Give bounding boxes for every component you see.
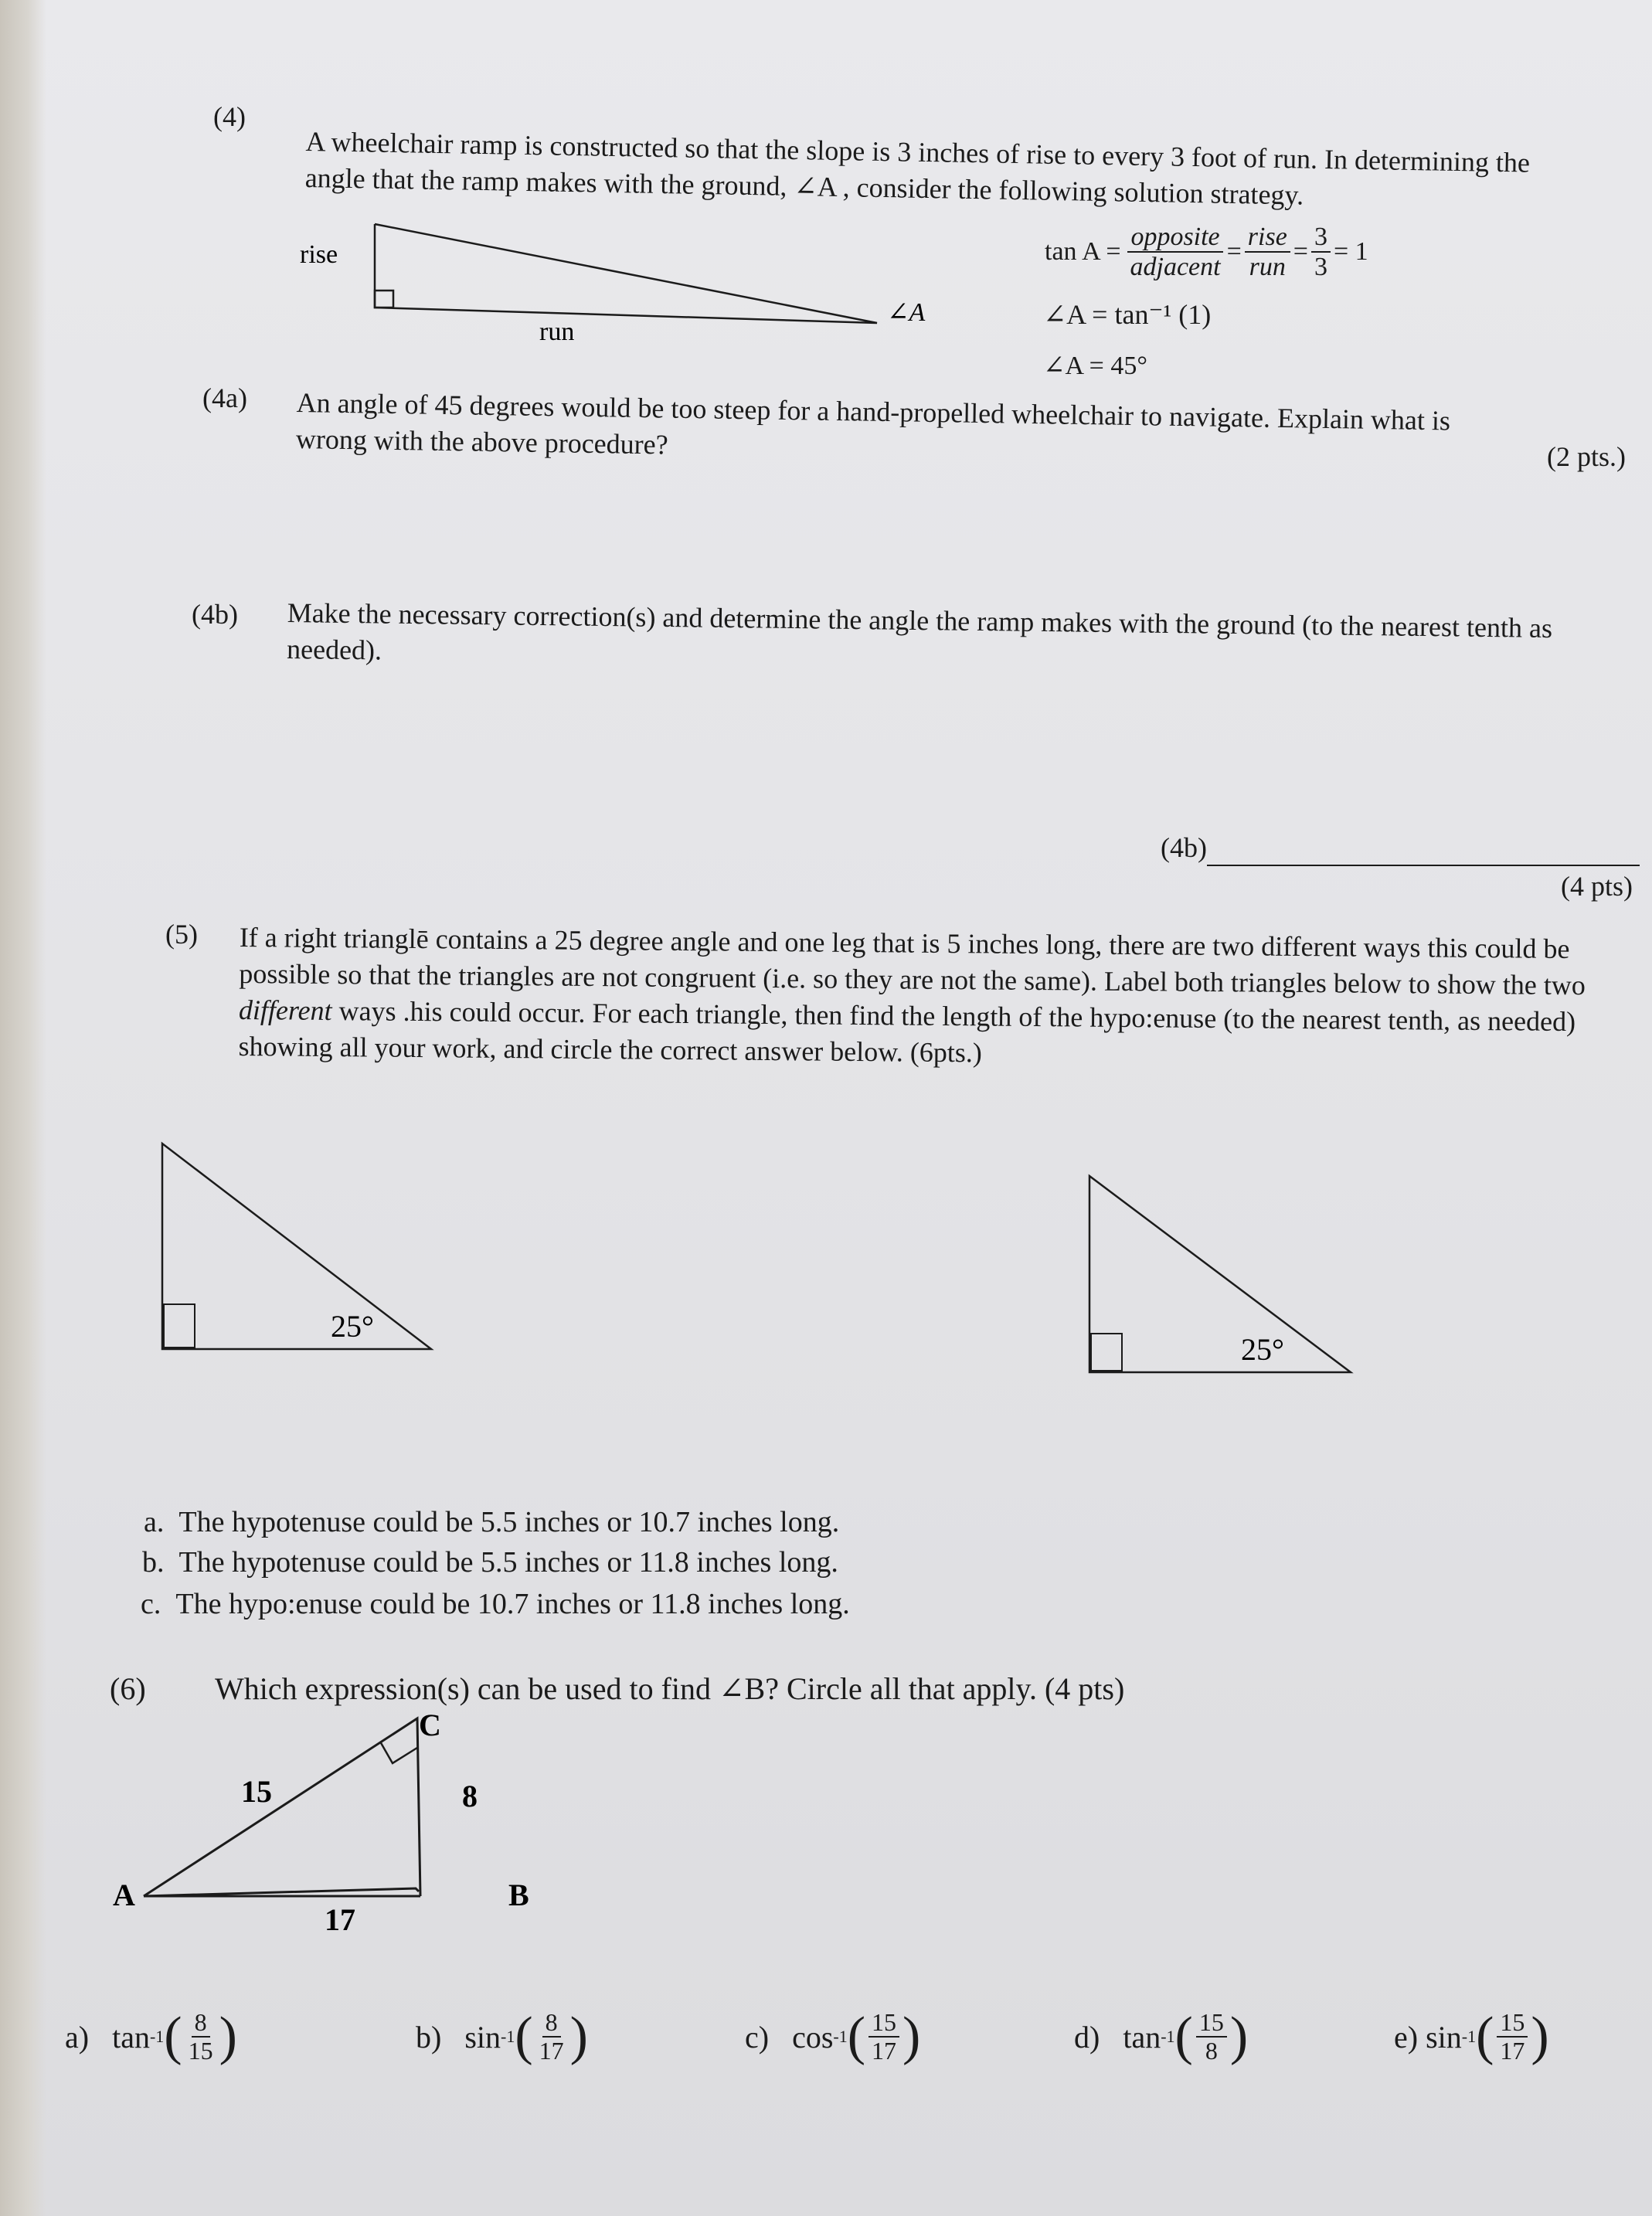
q4b-number: (4b) [192,599,238,630]
ramp-diagram [294,216,927,355]
q5-right-angle-label: 25° [1241,1332,1284,1367]
vertex-b-label: B [508,1878,529,1912]
q5-choice-a[interactable]: a. The hypotenuse could be 5.5 inches or 10.7 inches long. [144,1506,840,1538]
side-ac-label: 15 [241,1774,272,1809]
q4a-points: (2 pts.) [1547,441,1626,472]
q5-choice-c[interactable]: c. The hypo:enuse could be 10.7 inches or 11.8 inches long. [141,1588,850,1620]
opposite-over-adjacent: $\frac{\text{opposite}}{\text{adjacent}}$ [1127,223,1224,282]
run-label: run [539,318,575,346]
three-over-three: $\frac{3}{3}$ [1311,223,1331,282]
equals-one: = 1 [1333,237,1368,267]
side-cb-label: 8 [462,1779,478,1813]
angle-45-line: ∠A = 45° [1043,352,1147,380]
vertex-c-label: C [419,1708,441,1742]
q5-choice-b[interactable]: b. The hypotenuse could be 5.5 inches or 11.8 inches long. [142,1546,838,1579]
q6-option-e[interactable]: e) sin -1 ( $\frac{15}{17}$ ) [1394,2007,1549,2067]
q4a-number: (4a) [202,382,247,413]
q5-text: If a right trianglē contains a 25 degree angle and one leg that is 5 inches long, there are two different ways this could be possible so that the triangles are not congruent (i.e. so they are not the same). Label both triangles below to show the two different ways .his could occur. For each triangle, then find the length of the hypo:enuse (to the nearest tenth, as needed) showing all your work, and circle the correct answer below. (6pts.) [238,921,1586,1069]
q6-option-d[interactable]: d) tan -1 ( $\frac{15}{8}$ ) [1074,2007,1249,2067]
q6-option-a[interactable]: a) tan -1 ( $\frac{8}{15}$ ) [65,2007,237,2067]
rise-over-run: $\frac{\text{rise}}{\text{run}}$ [1245,223,1290,282]
q4-number: (4) [213,101,246,132]
q5-left-angle-label: 25° [331,1309,374,1344]
q4b-points: (4 pts) [1561,871,1633,902]
q6-triangle [108,1708,572,1939]
q4b-answer-label: (4b) [1161,832,1207,863]
q5-triangle-left[interactable] [155,1136,448,1360]
q4-text: A wheelchair ramp is constructed so that the slope is 3 inches of rise to every 3 foot of run. In determining the angle that the ramp makes with the ground, ∠A , consider the following solution strategy. [304,125,1531,211]
paper-edge [0,0,46,2216]
tan-work-line: tan A = $\frac{\text{opposite}}{\text{adjacent}}$ = $\frac{\text{rise}}{\text{run}}$ = $\frac{3}{3}$ = 1 [1045,223,1368,282]
q6-text: Which expression(s) can be used to find ∠B? Circle all that apply. (4 pts) [215,1671,1125,1706]
rise-label: rise [300,240,338,269]
q6-option-b[interactable]: b) sin -1 ( $\frac{8}{17}$ ) [416,2007,588,2067]
q4a-text: An angle of 45 degrees would be too steep for a hand-propelled wheelchair to navigate. Explain what is wrong with the above procedure? [295,386,1451,461]
angle-a-label: ∠A [887,298,926,327]
vertex-a-label: A [113,1878,135,1912]
side-ab-label: 17 [325,1902,355,1937]
q5-triangle-right[interactable] [1082,1168,1375,1385]
q6-option-c[interactable]: c) cos -1 ( $\frac{15}{17}$ ) [745,2007,921,2067]
tan-a-lhs: tan A = [1045,237,1121,267]
q5-number: (5) [165,919,198,950]
q6-number: (6) [110,1671,146,1706]
arctan-line: ∠A = tan⁻¹ (1) [1043,299,1212,330]
q4b-text: Make the necessary correction(s) and determine the angle the ramp makes with the ground (to the nearest tenth as needed). [286,596,1553,666]
q4b-answer-line[interactable] [1161,830,1640,866]
answer-blank[interactable] [1207,865,1640,866]
